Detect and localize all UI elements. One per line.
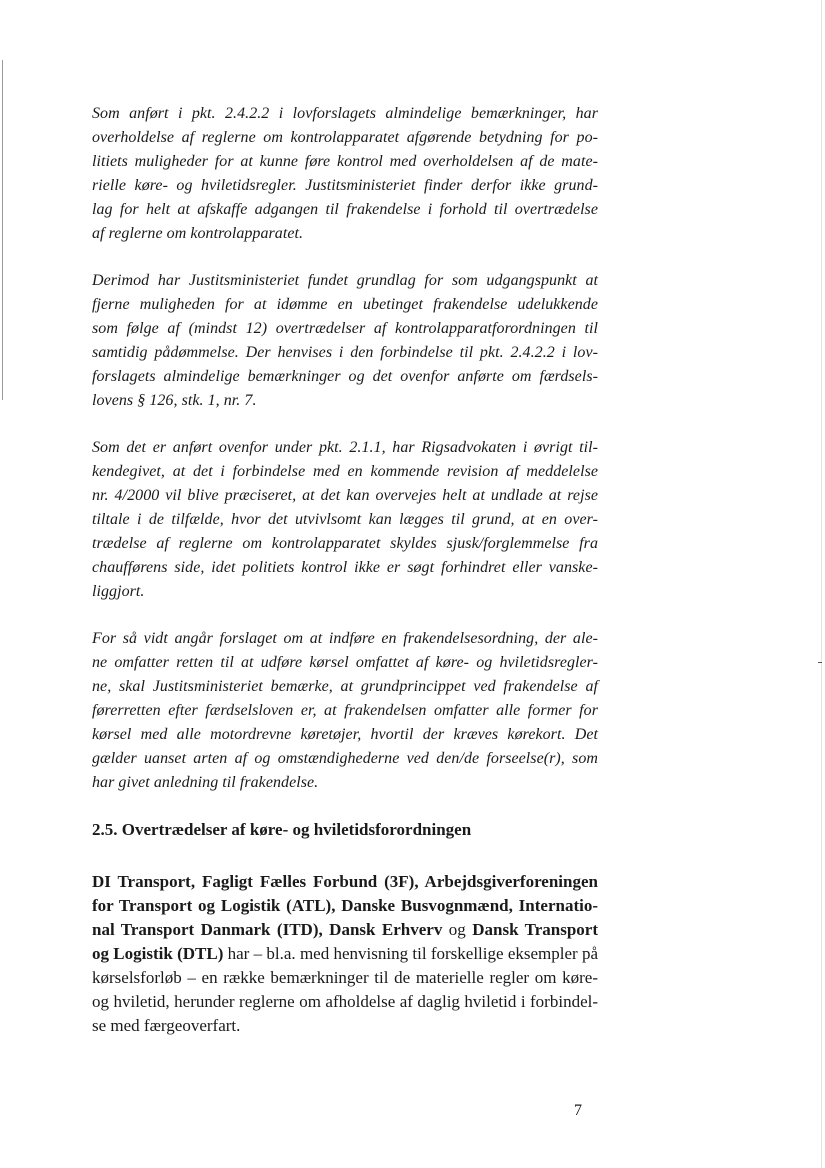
- text-line: samtidig pådømmelse. Der henvises i den forbindelse til pkt. 2.4.2.2 i lov-: [92, 344, 598, 361]
- text-line: rielle køre- og hviletidsregler. Justitsministeriet finder derfor ikke grund-: [92, 177, 598, 194]
- italic-paragraph-2: [92, 269, 598, 413]
- section-heading: 2.5. Overtrædelser af køre- og hviletidsforordningen: [92, 820, 472, 839]
- text-line: af reglerne om kontrolapparatet.: [92, 225, 304, 242]
- scan-edge-left: [2, 60, 3, 400]
- text-line: Som det er anført ovenfor under pkt. 2.1.1, har Rigsadvokaten i øvrigt til-: [92, 439, 598, 456]
- page-number: 7: [574, 1102, 582, 1119]
- text-line: tiltale i de tilfælde, hvor det utvivlsomt kan lægges til grund, at en over-: [92, 511, 598, 528]
- plain-text: har – bl.a. med henvisning til forskellige eksempler på: [223, 944, 599, 963]
- text-line: ne omfatter retten til at udføre kørsel omfattet af køre- og hviletidsregler-: [92, 654, 598, 671]
- text-line: ne, skal Justitsministeriet bemærke, at grundprincippet ved frakendelse af: [92, 678, 598, 695]
- text-line: Derimod har Justitsministeriet fundet grundlag for som udgangspunkt at: [92, 272, 598, 289]
- text-line: førerretten efter færdselsloven er, at frakendelsen omfatter alle former for: [92, 702, 598, 719]
- bold-text: Dansk Transport: [472, 920, 599, 939]
- bold-text: nal Transport Danmark (ITD), Dansk Erhverv: [92, 920, 443, 939]
- text-line: se med færgeoverfart.: [92, 1016, 241, 1035]
- italic-paragraph-4: [92, 627, 598, 795]
- text-line: som følge af (mindst 12) overtrædelser af kontrolapparatforordningen til: [92, 320, 598, 337]
- text-line: lag for helt at afskaffe adgangen til frakendelse i forhold til overtrædelse: [92, 201, 598, 218]
- text-line: forslagets almindelige bemærkninger og det ovenfor anførte om færdsels-: [92, 368, 598, 385]
- text-line: [92, 918, 598, 942]
- plain-text: og: [442, 920, 473, 939]
- text-line: og hviletid, herunder reglerne om afholdelse af daglig hviletid i forbindel-: [92, 992, 598, 1011]
- text-line: litiets muligheder for at kunne føre kontrol med overholdelsen af de mate-: [92, 153, 598, 170]
- text-line: fjerne muligheden for at idømme en ubetinget frakendelse udelukkende: [92, 296, 598, 313]
- text-line: For så vidt angår forslaget om at indføre en frakendelsesordning, der ale-: [92, 630, 598, 647]
- bold-text: DI Transport, Fagligt Fælles Forbund (3F), Arbejdsgiverforeningen: [92, 872, 598, 891]
- text-line: liggjort.: [92, 583, 145, 600]
- bold-text: for Transport og Logistik (ATL), Danske Busvognmænd, Internatio-: [92, 896, 598, 915]
- scan-edge-right: [821, 0, 822, 1168]
- text-line: Som anført i pkt. 2.4.2.2 i lovforslagets almindelige bemærkninger, har: [92, 105, 598, 122]
- text-line: har givet anledning til frakendelse.: [92, 774, 319, 791]
- text-line: [92, 894, 598, 918]
- italic-paragraph-1: [92, 102, 598, 246]
- text-line: trædelse af reglerne om kontrolapparatet skyldes sjusk/forglemmelse fra: [92, 535, 598, 552]
- body-paragraph: [92, 870, 598, 1038]
- text-line: [92, 870, 598, 894]
- text-line: gælder uanset arten af og omstændighederne ved den/de forseelse(r), som: [92, 750, 598, 767]
- text-line: nr. 4/2000 vil blive præciseret, at det kan overvejes helt at undlade at rejse: [92, 487, 598, 504]
- page-content: [92, 102, 598, 1038]
- text-line: kørselsforløb – en række bemærkninger til de materielle regler om køre-: [92, 968, 598, 987]
- scan-edge-mark: [818, 662, 822, 663]
- text-line: chaufførens side, idet politiets kontrol ikke er søgt forhindret eller vanske-: [92, 559, 598, 576]
- italic-paragraph-3: [92, 436, 598, 604]
- text-line: lovens § 126, stk. 1, nr. 7.: [92, 392, 257, 409]
- bold-text: og Logistik (DTL): [92, 944, 224, 963]
- text-line: kendegivet, at det i forbindelse med en kommende revision af meddelelse: [92, 463, 598, 480]
- text-line: overholdelse af reglerne om kontrolapparatet afgørende betydning for po-: [92, 129, 598, 146]
- text-line: [92, 942, 598, 966]
- text-line: kørsel med alle motordrevne køretøjer, hvortil der kræves kørekort. Det: [92, 726, 598, 743]
